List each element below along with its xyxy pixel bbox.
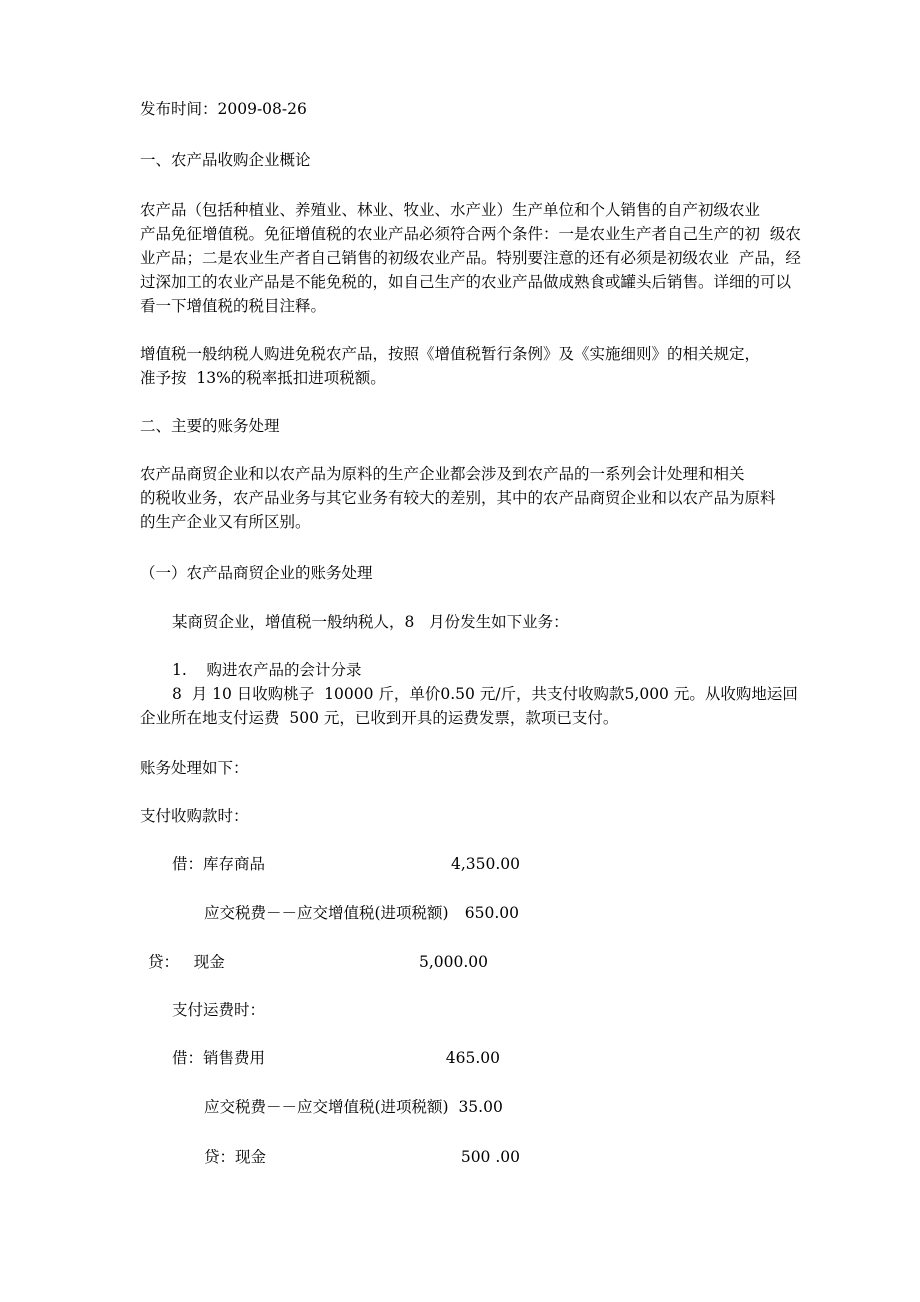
freight-label: 支付运费时： (172, 1001, 266, 1019)
paragraph-line: 农产品商贸企业和以农产品为原料的生产企业都会涉及到农产品的一系列会计处理和相关 (140, 465, 745, 483)
publish-date: 发布时间：2009-08-26 (140, 100, 307, 118)
item-1-description (140, 682, 798, 730)
paragraph-line: 产品免征增值税。免征增值税的农业产品必须符合两个条件：一是农业生产者自己生产的初 级农 (140, 225, 801, 243)
paragraph-line: 看一下增值税的税目注释。 (140, 297, 327, 315)
paragraph-line: 的税收业务，农产品业务与其它业务有较大的差别，其中的农产品商贸企业和以农产品为原料 (140, 489, 776, 507)
entry-amount: 500 .00 (460, 1148, 520, 1166)
entry-account: 借：库存商品 (172, 855, 266, 873)
paragraph-line: 的生产企业又有所区别。 (140, 513, 311, 531)
entry-amount: 465.00 (445, 1049, 500, 1067)
section1-paragraph-2 (140, 342, 795, 390)
entry-account: 贷： 现金 (148, 953, 225, 971)
entry-account: 应交税费－－应交增值税(进项税额) (204, 904, 449, 922)
entry-amount: 650.00 (464, 904, 519, 922)
payment-label: 支付收购款时： (140, 807, 249, 825)
section1-heading: 一、农产品收购企业概论 (140, 151, 311, 169)
paragraph-line: 农产品（包括种植业、养殖业、林业、牧业、水产业）生产单位和个人销售的自产初级农业 (140, 201, 761, 219)
section2-paragraph (140, 462, 795, 534)
section2-heading: 二、主要的账务处理 (140, 417, 280, 435)
paragraph-line: 8 月 10 日收购桃子 10000 斤，单价0.50 元/斤，共支付收购款5,000 元。从收购地运回 (172, 685, 798, 703)
paragraph-line: 增值税一般纳税人购进免税农产品，按照《增值税暂行条例》及《实施细则》的相关规定， (140, 345, 761, 363)
accounting-label: 账务处理如下： (140, 759, 249, 777)
paragraph-line: 过深加工的农业产品是不能免税的，如自己生产的农业产品做成熟食或罐头后销售。详细的可以 (140, 273, 792, 291)
entry-amount: 5,000.00 (418, 953, 488, 971)
entry-account: 应交税费－－应交增值税(进项税额) 35.00 (204, 1098, 503, 1116)
paragraph-line: 业产品；二是农业生产者自己销售的初级农业产品。特别要注意的还有必须是初级农业 产品，经 (140, 249, 801, 267)
entry-account: 贷：现金 (204, 1148, 267, 1166)
entry-account: 借：销售费用 (172, 1049, 266, 1067)
item-1-title: 1. 购进农产品的会计分录 (172, 661, 362, 679)
entry-amount: 4,350.00 (450, 855, 520, 873)
business-intro: 某商贸企业，增值税一般纳税人，8 月份发生如下业务： (172, 613, 569, 631)
subsection-heading: （一）农产品商贸企业的账务处理 (140, 564, 373, 582)
paragraph-line: 准予按 13%的税率抵扣进项税额。 (140, 369, 386, 387)
paragraph-line: 企业所在地支付运费 500 元，已收到开具的运费发票，款项已支付。 (140, 709, 619, 727)
section1-paragraph-1 (140, 198, 801, 318)
